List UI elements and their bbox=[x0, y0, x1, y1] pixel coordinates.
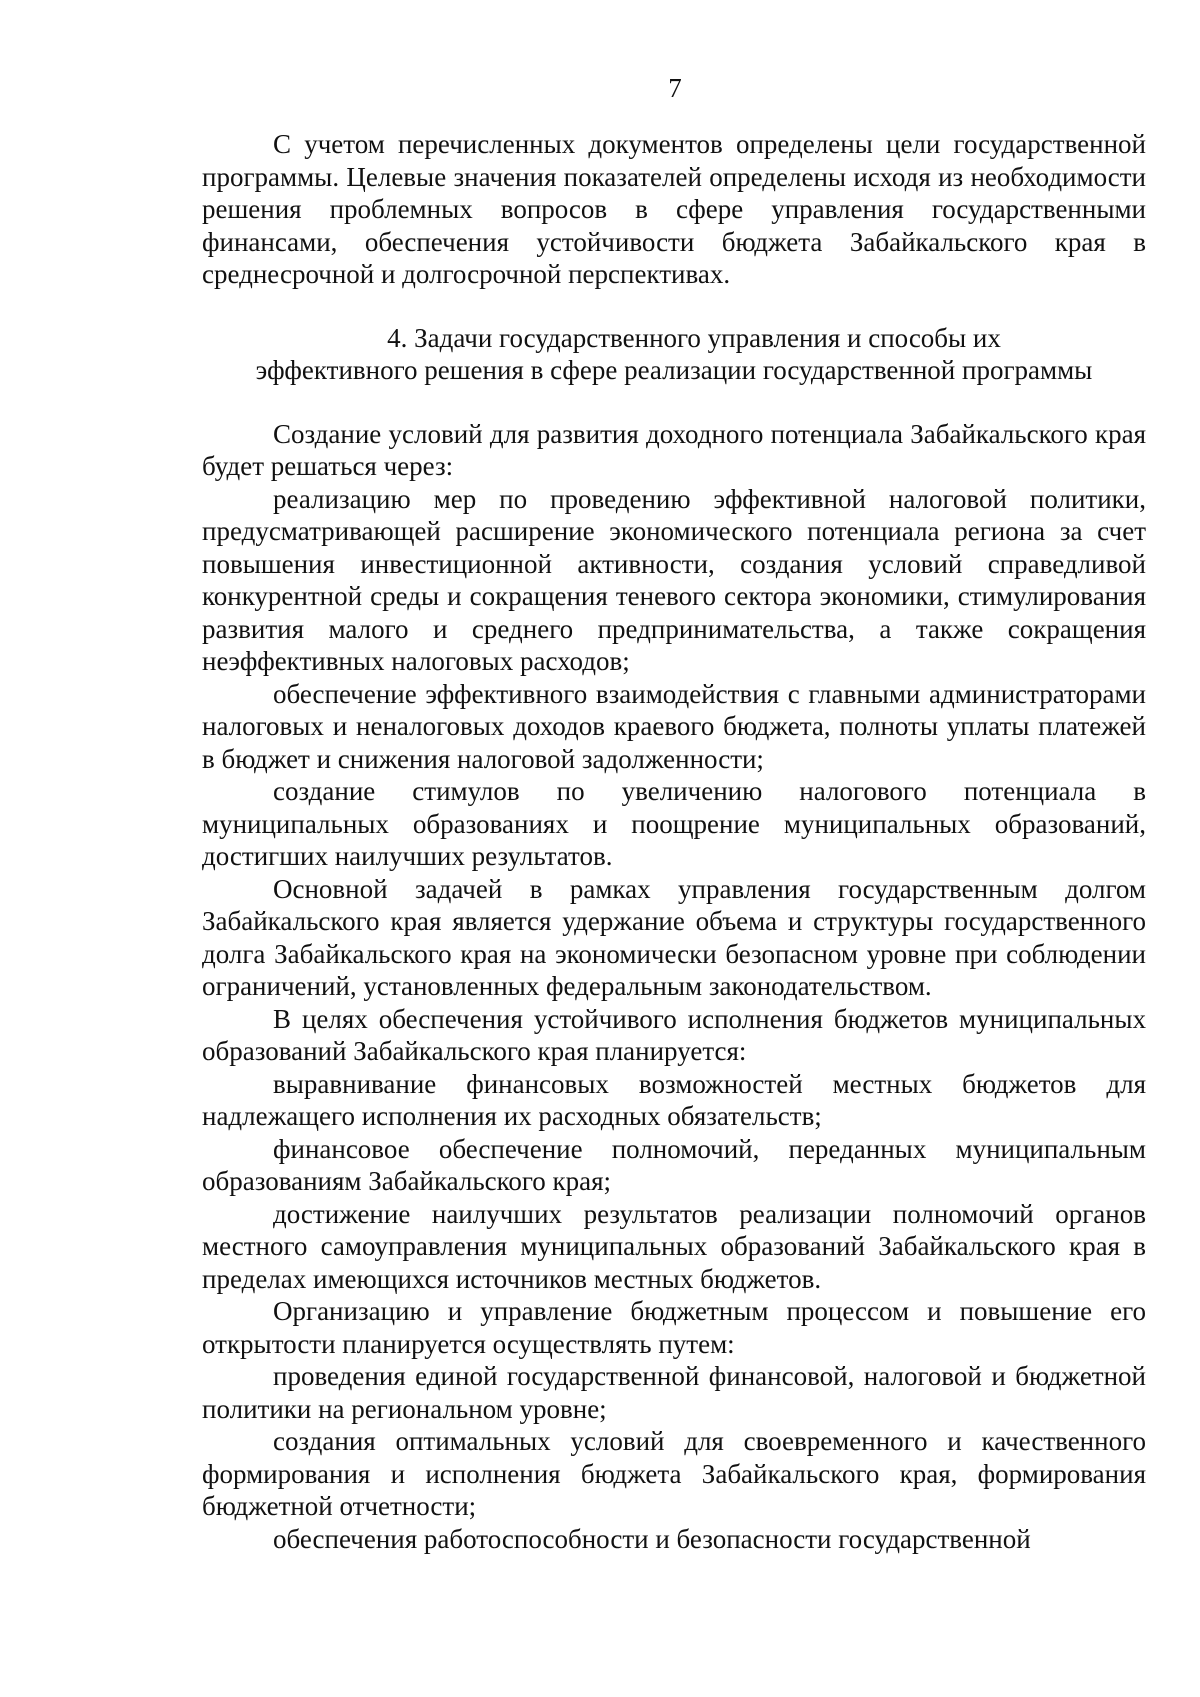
section-heading-line-2: эффективного решения в сфере реализации государственной программы bbox=[255, 355, 1093, 385]
list-item: выравнивание финансовых возможностей местных бюджетов для надлежащего исполнения их расходных обязательств; bbox=[202, 1068, 1146, 1131]
list-item: создание стимулов по увеличению налогового потенциала в муниципальных образованиях и поощрение муниципальных образований, достигших наилучших результатов. bbox=[202, 776, 1146, 871]
list-item: создания оптимальных условий для своевременного и качественного формирования и исполнения бюджета Забайкальского края, формирования бюджетной отчетности; bbox=[202, 1426, 1146, 1521]
paragraph: В целях обеспечения устойчивого исполнения бюджетов муниципальных образований Забайкальского края планируется: bbox=[202, 1003, 1146, 1066]
section-heading bbox=[202, 322, 1146, 387]
page-content bbox=[202, 128, 1146, 1555]
paragraph: Создание условий для развития доходного потенциала Забайкальского края будет решаться через: bbox=[202, 418, 1146, 481]
list-item: обеспечения работоспособности и безопасности государственной bbox=[273, 1523, 1031, 1554]
section-heading-line-1: 4. Задачи государственного управления и способы их bbox=[387, 322, 1001, 353]
list-item: проведения единой государственной финансовой, налоговой и бюджетной политики на региональном уровне; bbox=[202, 1361, 1146, 1424]
paragraph: Основной задачей в рамках управления государственным долгом Забайкальского края является удержание объема и структуры государственного долга Забайкальского края на экономически безопасном уровне при соблюдении ограничений, установленных федеральным законодательством. bbox=[202, 873, 1146, 1001]
paragraph: Организацию и управление бюджетным процессом и повышение его открытости планируется осуществлять путем: bbox=[202, 1296, 1146, 1359]
intro-paragraph: С учетом перечисленных документов определены цели государственной программы. Целевые значения показателей определены исходя из необходимости решения проблемных вопросов в сфере управления государственными финансами, обеспечения устойчивости бюджета Забайкальского края в среднесрочной и долгосрочной перспективах. bbox=[202, 129, 1146, 289]
list-item: реализацию мер по проведению эффективной налоговой политики, предусматривающей расширение экономического потенциала региона за счет повышения инвестиционной активности, создания условий справедливой конкурентной среды и сокращения теневого сектора экономики, стимулирования развития малого и среднего предпринимательства, а также сокращения неэффективных налоговых расходов; bbox=[202, 483, 1146, 676]
list-item: финансовое обеспечение полномочий, переданных муниципальным образованиям Забайкальского края; bbox=[202, 1133, 1146, 1196]
page-number: 7 bbox=[668, 73, 682, 103]
list-item: достижение наилучших результатов реализации полномочий органов местного самоуправления муниципальных образований Забайкальского края в пределах имеющихся источников местных бюджетов. bbox=[202, 1198, 1146, 1294]
list-item: обеспечение эффективного взаимодействия с главными администраторами налоговых и неналоговых доходов краевого бюджета, полноты уплаты платежей в бюджет и снижения налоговой задолженности; bbox=[202, 678, 1146, 774]
